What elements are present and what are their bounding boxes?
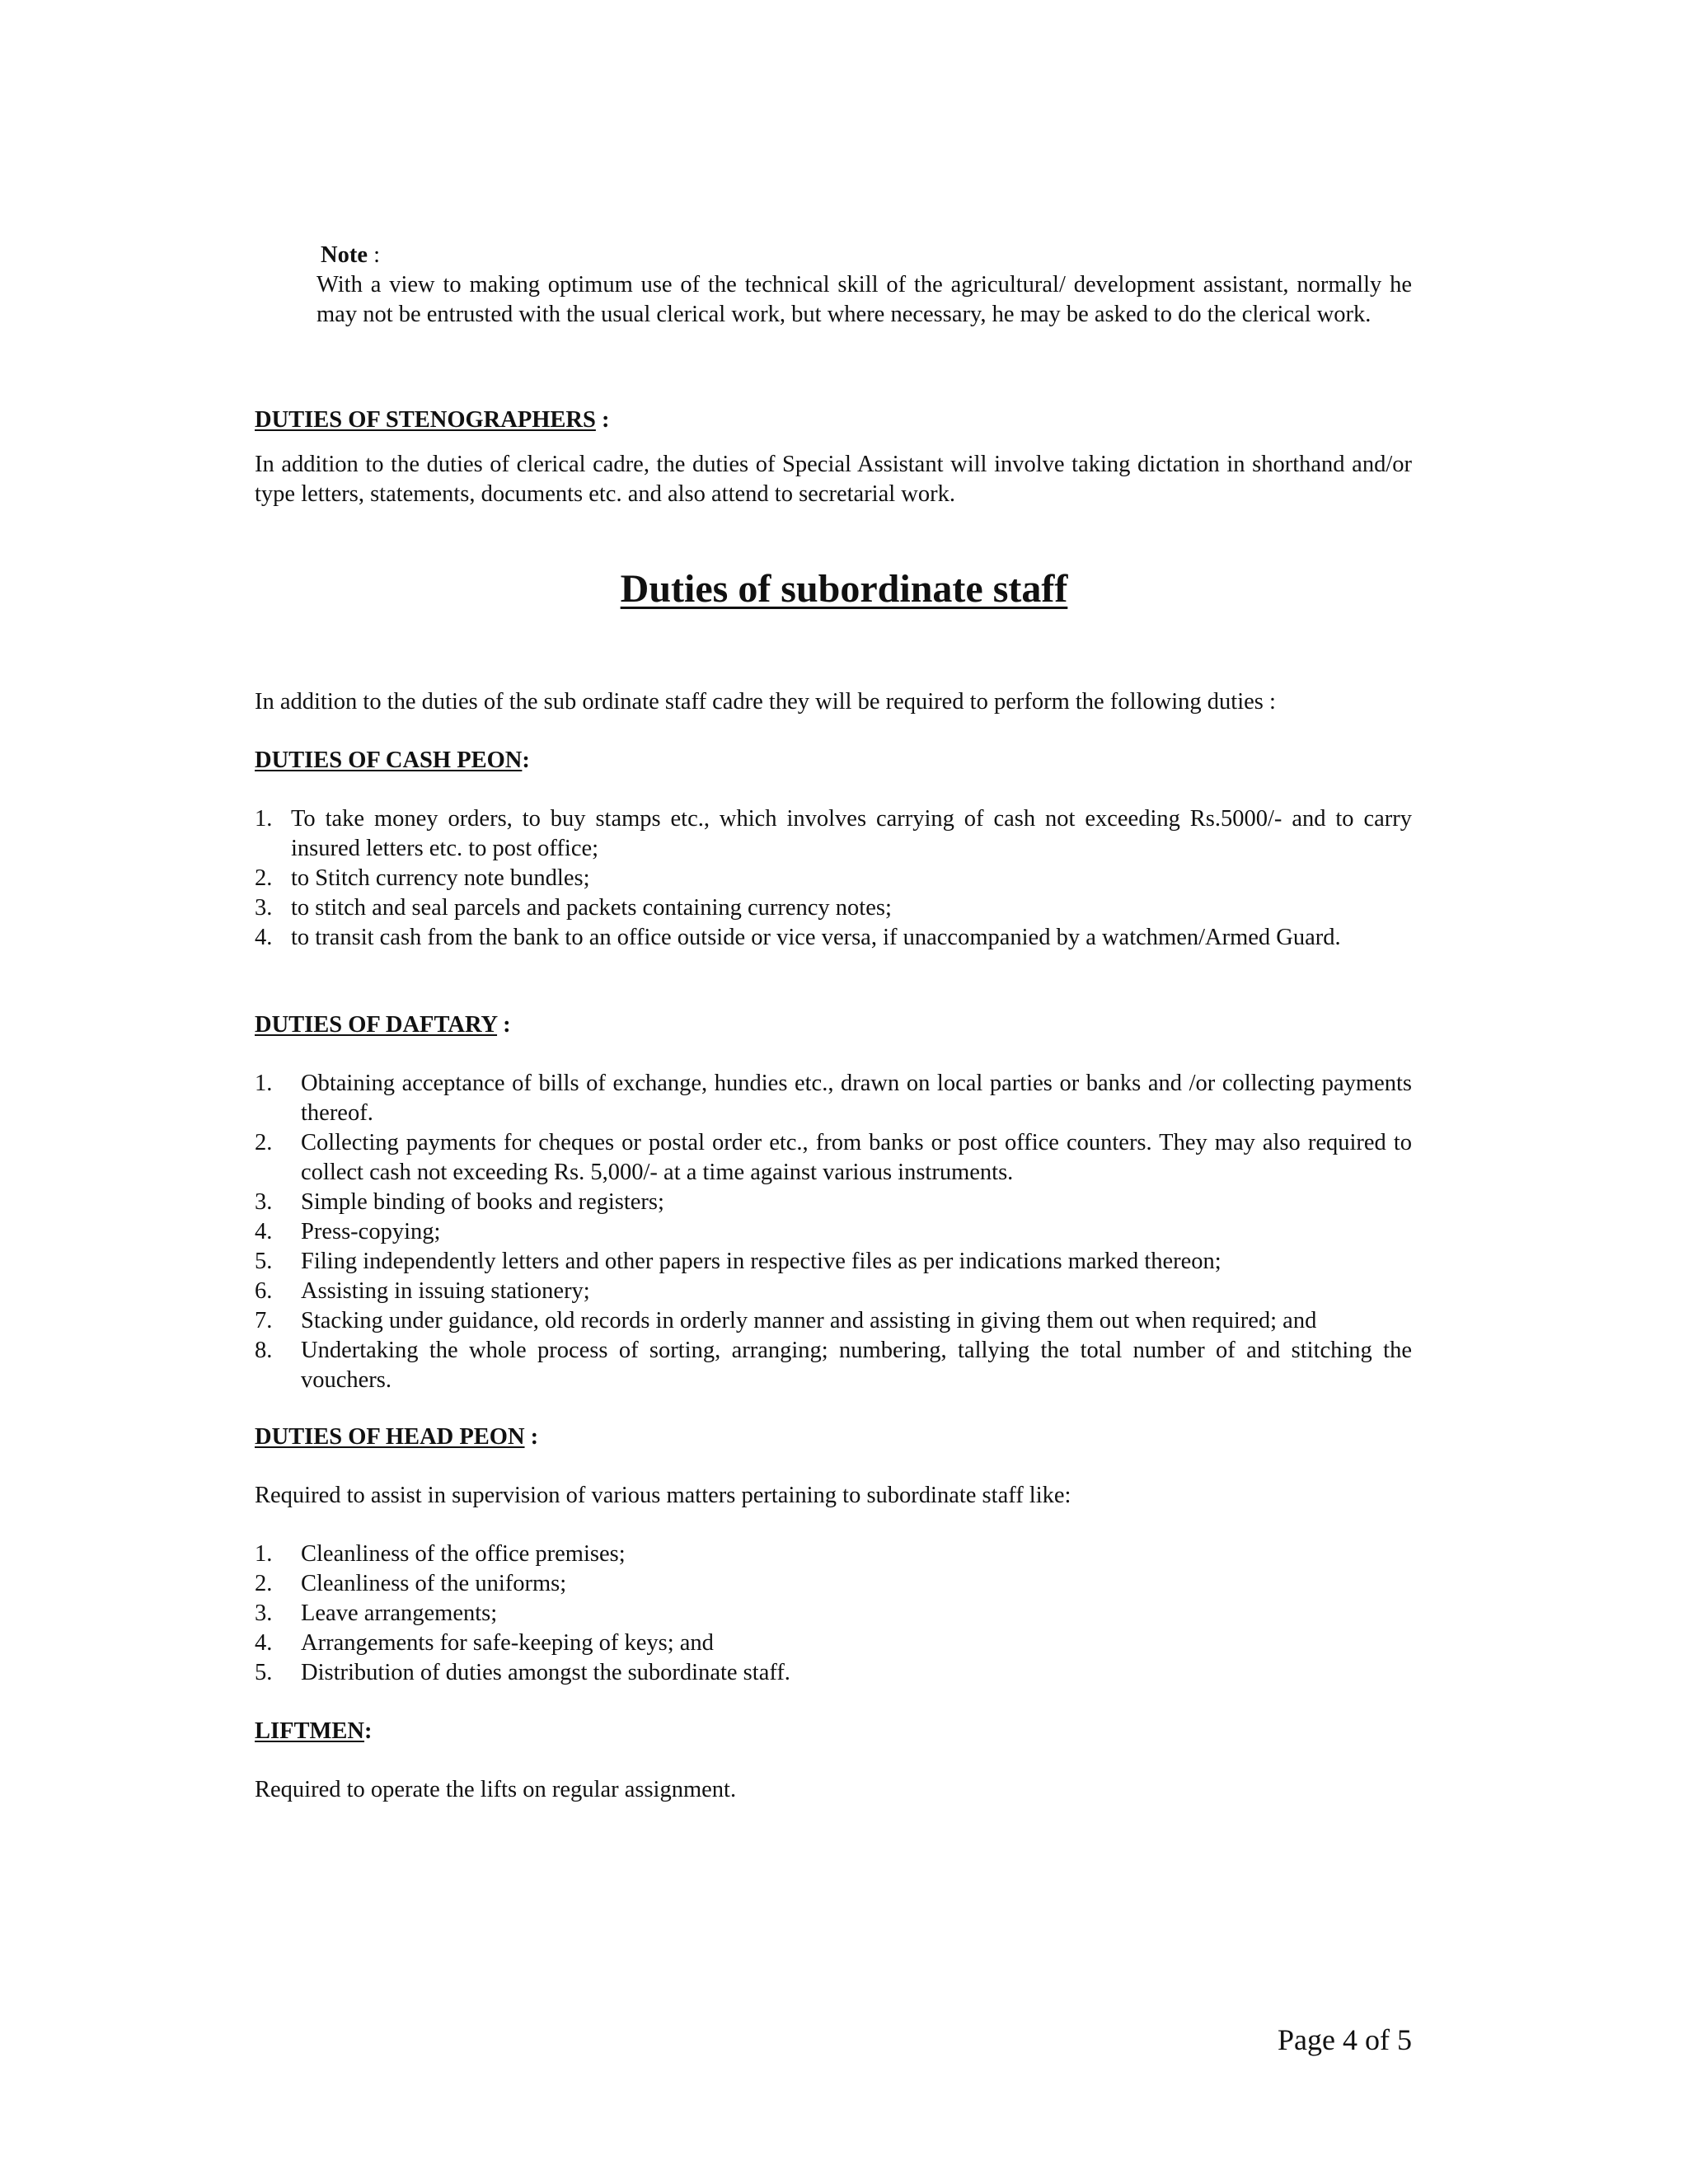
list-item: 5. Filing independently letters and other papers in respective files as per indications marked thereon;: [255, 1249, 1221, 1274]
list-item: 7. Stacking under guidance, old records in orderly manner and assisting in giving them out when required; and: [255, 1308, 1317, 1333]
head-peon-intro: Required to assist in supervision of various matters pertaining to subordinate staff like:: [255, 1483, 1071, 1508]
intro-text: In addition to the duties of the sub ordinate staff cadre they will be required to perform the following duties :: [255, 689, 1276, 715]
daftary-section: [255, 1010, 1412, 1395]
cash-peon-heading: DUTIES OF CASH PEON:: [255, 748, 530, 773]
list-item: 6. Assisting in issuing stationery;: [255, 1278, 590, 1304]
list-item: 8. Undertaking the whole process of sorting, arranging; numbering, tallying the total number of and stitching the vouchers.: [255, 1338, 1412, 1393]
cash-peon-section: [255, 746, 1412, 953]
liftmen-text: Required to operate the lifts on regular assignment.: [255, 1777, 737, 1802]
list-item: 1. Cleanliness of the office premises;: [255, 1541, 626, 1567]
liftmen-heading: LIFTMEN:: [255, 1718, 373, 1744]
list-item: 2. Cleanliness of the uniforms;: [255, 1571, 567, 1596]
daftary-heading: DUTIES OF DAFTARY :: [255, 1012, 511, 1038]
list-item: 2. Collecting payments for cheques or postal order etc., from banks or post office counters. They may also required to collect cash not exceeding Rs. 5,000/- at a time against various instruments.: [255, 1130, 1412, 1185]
page-number: Page 4 of 5: [1278, 2023, 1412, 2056]
list-item: 3. to stitch and seal parcels and packets containing currency notes;: [255, 895, 892, 921]
list-item: 2. to Stitch currency note bundles;: [255, 865, 590, 891]
note-text: With a view to making optimum use of the technical skill of the agricultural/ development assistant, normally he may not be entrusted with the usual clerical work, but where necessary, he may be asked to do the clerical work.: [316, 272, 1412, 327]
list-item: 1. To take money orders, to buy stamps etc., which involves carrying of cash not exceeding Rs.5000/- and to carry insured letters etc. to post office;: [255, 806, 1412, 861]
head-peon-section: [255, 1422, 1412, 1688]
list-item: 5. Distribution of duties amongst the subordinate staff.: [255, 1660, 790, 1685]
stenographers-section: [255, 405, 1412, 509]
note-label: Note :: [321, 242, 381, 268]
list-item: 3. Simple binding of books and registers;: [255, 1189, 664, 1215]
cash-peon-list: [255, 804, 1412, 953]
stenographers-text: In addition to the duties of clerical cadre, the duties of Special Assistant will involve taking dictation in shorthand and/or type letters, statements, documents etc. and also attend to secretarial work.: [255, 452, 1412, 507]
head-peon-list: [255, 1540, 1412, 1688]
list-item: 4. to transit cash from the bank to an office outside or vice versa, if unaccompanied by a watchmen/Armed Guard.: [255, 925, 1341, 950]
head-peon-heading: DUTIES OF HEAD PEON :: [255, 1424, 539, 1450]
page-title: Duties of subordinate staff: [620, 567, 1068, 611]
liftmen-section: [255, 1717, 1412, 1805]
list-item: 3. Leave arrangements;: [255, 1601, 498, 1626]
list-item: 4. Arrangements for safe-keeping of keys; and: [255, 1630, 714, 1656]
list-item: 1. Obtaining acceptance of bills of exchange, hundies etc., drawn on local parties or banks and /or collecting payments thereof.: [255, 1071, 1412, 1126]
note-section: [316, 241, 1412, 330]
daftary-list: [255, 1069, 1412, 1395]
list-item: 4. Press-copying;: [255, 1219, 441, 1244]
stenographers-heading: DUTIES OF STENOGRAPHERS :: [255, 407, 610, 433]
